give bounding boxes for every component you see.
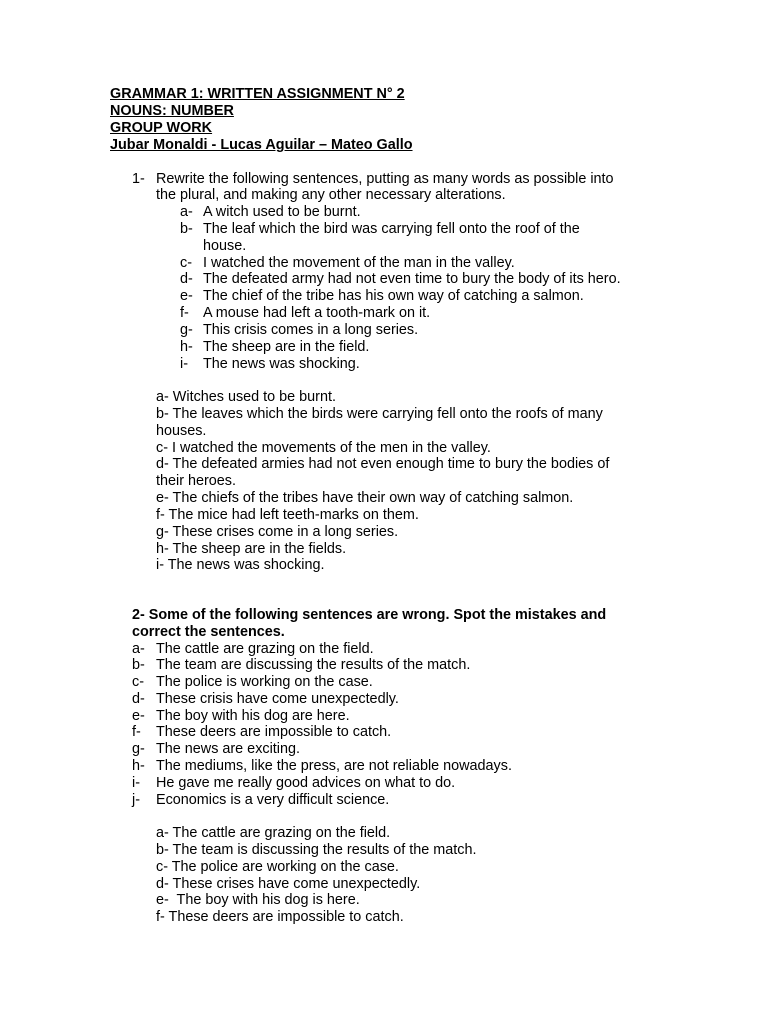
list-item-marker: j- <box>132 792 140 808</box>
list-item-marker: d- <box>132 691 145 707</box>
list-item: These deers are impossible to catch. <box>156 724 392 740</box>
list-item: The mediums, like the press, are not reliable nowadays. <box>156 758 512 774</box>
exercise1-number: 1- <box>132 171 145 187</box>
list-item-marker: i- <box>180 356 188 372</box>
list-item: The boy with his dog are here. <box>156 708 350 724</box>
list-item-marker: e- <box>180 288 193 304</box>
list-item: This crisis comes in a long series. <box>203 322 419 338</box>
list-item-marker: c- <box>180 255 192 271</box>
list-item-marker: d- <box>180 271 193 287</box>
exercise2-instruction-line1: 2- Some of the following sentences are wrong. Spot the mistakes and <box>132 607 607 623</box>
list-item-marker: f- <box>180 305 189 321</box>
answer-line: e- The boy with his dog is here. <box>156 892 360 908</box>
answer-line: f- The mice had left teeth-marks on them. <box>156 507 419 523</box>
list-item-marker: g- <box>180 322 193 338</box>
list-item: The news are exciting. <box>156 741 300 757</box>
answer-line: c- I watched the movements of the men in the valley. <box>156 440 491 456</box>
list-item-marker: g- <box>132 741 145 757</box>
list-item: The team are discussing the results of the match. <box>156 657 471 673</box>
list-item-marker: b- <box>132 657 145 673</box>
list-item-marker: b- <box>180 221 193 237</box>
assignment-mode: GROUP WORK <box>110 120 213 136</box>
assignment-topic: NOUNS: NUMBER <box>110 103 234 119</box>
list-item-marker: f- <box>132 724 141 740</box>
answer-line: d- These crises have come unexpectedly. <box>156 876 421 892</box>
assignment-authors: Jubar Monaldi - Lucas Aguilar – Mateo Gallo <box>110 137 413 153</box>
list-item: The chief of the tribe has his own way of catching a salmon. <box>203 288 584 304</box>
list-item: The cattle are grazing on the field. <box>156 641 374 657</box>
list-item: A mouse had left a tooth-mark on it. <box>203 305 431 321</box>
exercise1-instruction-line2: the plural, and making any other necessary alterations. <box>156 187 506 203</box>
answer-line: b- The team is discussing the results of the match. <box>156 842 477 858</box>
answer-line: b- The leaves which the birds were carrying fell onto the roofs of many <box>156 406 603 422</box>
exercise1-instruction-line1: Rewrite the following sentences, putting as many words as possible into <box>156 171 614 187</box>
list-item: The sheep are in the field. <box>203 339 370 355</box>
answer-line: c- The police are working on the case. <box>156 859 399 875</box>
list-item-marker: e- <box>132 708 145 724</box>
list-item-marker: h- <box>132 758 145 774</box>
list-item-continuation: house. <box>203 238 247 254</box>
list-item-marker: h- <box>180 339 193 355</box>
list-item: Economics is a very difficult science. <box>156 792 390 808</box>
answer-line: d- The defeated armies had not even enough time to bury the bodies of <box>156 456 610 472</box>
list-item: I watched the movement of the man in the valley. <box>203 255 515 271</box>
list-item-marker: i- <box>132 775 140 791</box>
answer-line: h- The sheep are in the fields. <box>156 541 347 557</box>
exercise2-instruction-line2: correct the sentences. <box>132 624 285 640</box>
answer-line: f- These deers are impossible to catch. <box>156 909 404 925</box>
list-item-marker: a- <box>180 204 193 220</box>
list-item-marker: c- <box>132 674 144 690</box>
list-item: The leaf which the bird was carrying fell onto the roof of the <box>203 221 580 237</box>
answer-line: houses. <box>156 423 207 439</box>
list-item: He gave me really good advices on what to do. <box>156 775 456 791</box>
list-item-marker: a- <box>132 641 145 657</box>
list-item: The news was shocking. <box>203 356 360 372</box>
list-item: A witch used to be burnt. <box>203 204 361 220</box>
list-item: The defeated army had not even time to bury the body of its hero. <box>203 271 621 287</box>
answer-line: g- These crises come in a long series. <box>156 524 399 540</box>
answer-line: i- The news was shocking. <box>156 557 325 573</box>
list-item: The police is working on the case. <box>156 674 373 690</box>
answer-line: a- Witches used to be burnt. <box>156 389 336 405</box>
answer-line: a- The cattle are grazing on the field. <box>156 825 391 841</box>
assignment-title: GRAMMAR 1: WRITTEN ASSIGNMENT N° 2 <box>110 86 405 102</box>
list-item: These crisis have come unexpectedly. <box>156 691 399 707</box>
answer-line: e- The chiefs of the tribes have their own way of catching salmon. <box>156 490 574 506</box>
answer-line: their heroes. <box>156 473 236 489</box>
